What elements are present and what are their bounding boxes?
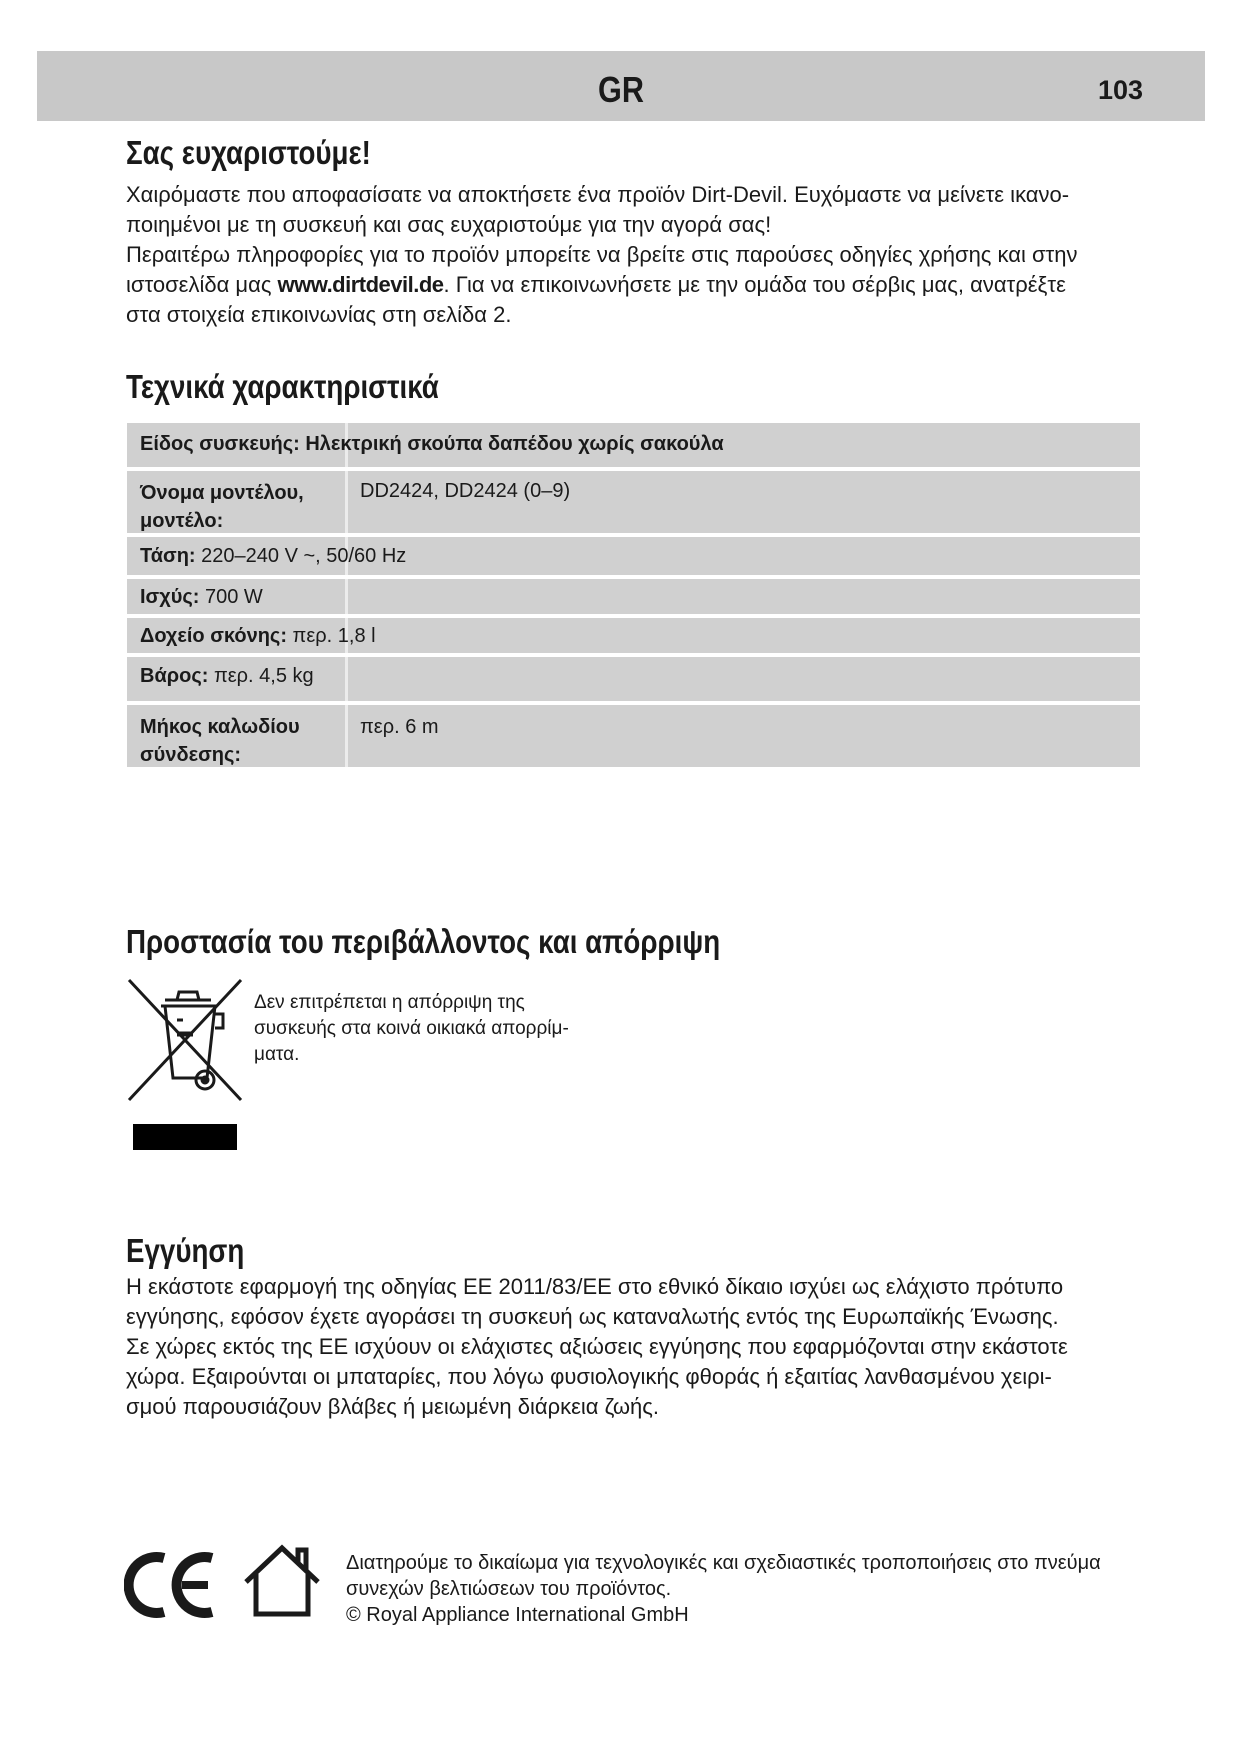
voltage-text — [140, 542, 406, 570]
footer-note — [346, 1550, 1146, 1628]
warranty-heading: Εγγύηση — [126, 1232, 245, 1269]
weight-value: περ. 4,5 kg — [208, 665, 314, 687]
ce-mark-icon — [124, 1550, 220, 1625]
power-value: 700 W — [199, 586, 263, 608]
footer-line-1: Διατηρούμε το δικαίωμα για τεχνολογικές και σχεδιαστικές τροποποιήσεις στο πνεύμα — [346, 1552, 1101, 1574]
dust-label: Δοχείο σκόνης: — [140, 625, 287, 647]
environment-heading: Προστασία του περιβάλλοντος και απόρριψη — [126, 923, 721, 960]
language-code: GR — [598, 69, 644, 110]
voltage-label: Τάση: — [140, 545, 196, 567]
thanks-line-1: Χαιρόμαστε που αποφασίσατε να αποκτήσετε ένα προϊόν Dirt-Devil. Ευχόμαστε να μείνετε ικανο- — [126, 182, 1070, 207]
model-value: DD2424, DD2424 (0–9) — [360, 480, 571, 502]
page-number: 103 — [1097, 75, 1143, 105]
disposal-line-3: ματα. — [254, 1044, 300, 1065]
warranty-text — [126, 1272, 1146, 1422]
thanks-line-4-suffix: . Για να επικοινωνήσετε με την ομάδα του σέρβις μας, ανατρέξτε — [443, 272, 1066, 297]
spec-row-power — [127, 579, 1140, 614]
thanks-line-5: στα στοιχεία επικοινωνίας στη σελίδα 2. — [126, 302, 512, 327]
thanks-line-3: Περαιτέρω πληροφορίες για το προϊόν μπορείτε να βρείτε στις παρούσες οδηγίες χρήσης και στην — [126, 242, 1078, 267]
power-text — [140, 583, 263, 611]
specs-heading: Τεχνικά χαρακτηριστικά — [126, 368, 439, 405]
thanks-text — [126, 180, 1146, 330]
spec-row-voltage — [127, 537, 1140, 575]
warranty-line-3: Σε χώρες εκτός της ΕΕ ισχύουν οι ελάχιστες αξιώσεις εγγύησης που εφαρμόζονται στην εκάστοτε — [126, 1334, 1068, 1359]
column-divider — [345, 705, 348, 767]
copyright: © Royal Appliance International GmbH — [346, 1604, 689, 1626]
weight-text — [140, 662, 314, 690]
warranty-line-5: σμού παρουσιάζουν βλάβες ή μειωμένη διάρκεια ζωής. — [126, 1394, 659, 1419]
spec-row-weight — [127, 657, 1140, 701]
model-label-line-1: Όνομα μοντέλου, — [140, 482, 304, 504]
warranty-line-1: Η εκάστοτε εφαρμογή της οδηγίας ΕΕ 2011/83/ΕΕ στο εθνικό δίκαιο ισχύει ως ελάχιστο πρότυπο — [126, 1274, 1064, 1299]
crossed-out-wheelie-bin-icon — [125, 978, 251, 1158]
warranty-line-2: εγγύησης, εφόσον έχετε αγοράσει τη συσκευή ως καταναλωτής εντός της Ευρωπαϊκής Ένωσης. — [126, 1304, 1059, 1329]
thanks-heading: Σας ευχαριστούμε! — [126, 134, 371, 171]
cable-label-line-1: Μήκος καλωδίου — [140, 716, 300, 738]
page-header — [37, 51, 1205, 121]
thanks-line-4-prefix: ιστοσελίδα μας — [126, 272, 278, 297]
column-divider — [345, 471, 348, 533]
disposal-line-2: συσκευής στα κοινά οικιακά απορρίμ- — [254, 1018, 569, 1039]
website-link[interactable]: www.dirtdevil.de — [277, 272, 444, 297]
disposal-note — [254, 990, 614, 1068]
column-divider — [345, 657, 348, 701]
model-label — [140, 479, 340, 535]
thanks-line-2: ποιημένοι με τη συσκευή και σας ευχαριστούμε για την αγορά σας! — [126, 212, 772, 237]
cable-value: περ. 6 m — [360, 716, 439, 738]
spec-row-dust-container — [127, 618, 1140, 653]
model-label-line-2: μοντέλο: — [140, 510, 224, 532]
spec-row-model — [127, 471, 1140, 533]
spec-row-cable — [127, 705, 1140, 767]
weight-label: Βάρος: — [140, 665, 209, 687]
column-divider — [345, 579, 348, 614]
dust-value: περ. 1,8 l — [287, 625, 376, 647]
cable-label-line-2: σύνδεσης: — [140, 744, 242, 766]
thanks-line-4 — [126, 270, 1146, 300]
cable-label — [140, 713, 340, 769]
device-type-text: Είδος συσκευής: Ηλεκτρική σκούπα δαπέδου χωρίς σακούλα — [140, 433, 724, 455]
disposal-line-1: Δεν επιτρέπεται η απόρριψη της — [254, 992, 525, 1013]
voltage-value: 220–240 V ~, 50/60 Hz — [195, 545, 407, 567]
dust-text — [140, 622, 376, 650]
spec-row-device-type — [127, 423, 1140, 467]
power-label: Ισχύς: — [140, 586, 200, 608]
warranty-line-4: χώρα. Εξαιρούνται οι μπαταρίες, που λόγω φυσιολογικής φθοράς ή εξαιτίας λανθασμένου χειρι- — [126, 1364, 1052, 1389]
house-icon — [242, 1544, 322, 1623]
footer-line-2: συνεχών βελτιώσεων του προϊόντος. — [346, 1578, 672, 1600]
